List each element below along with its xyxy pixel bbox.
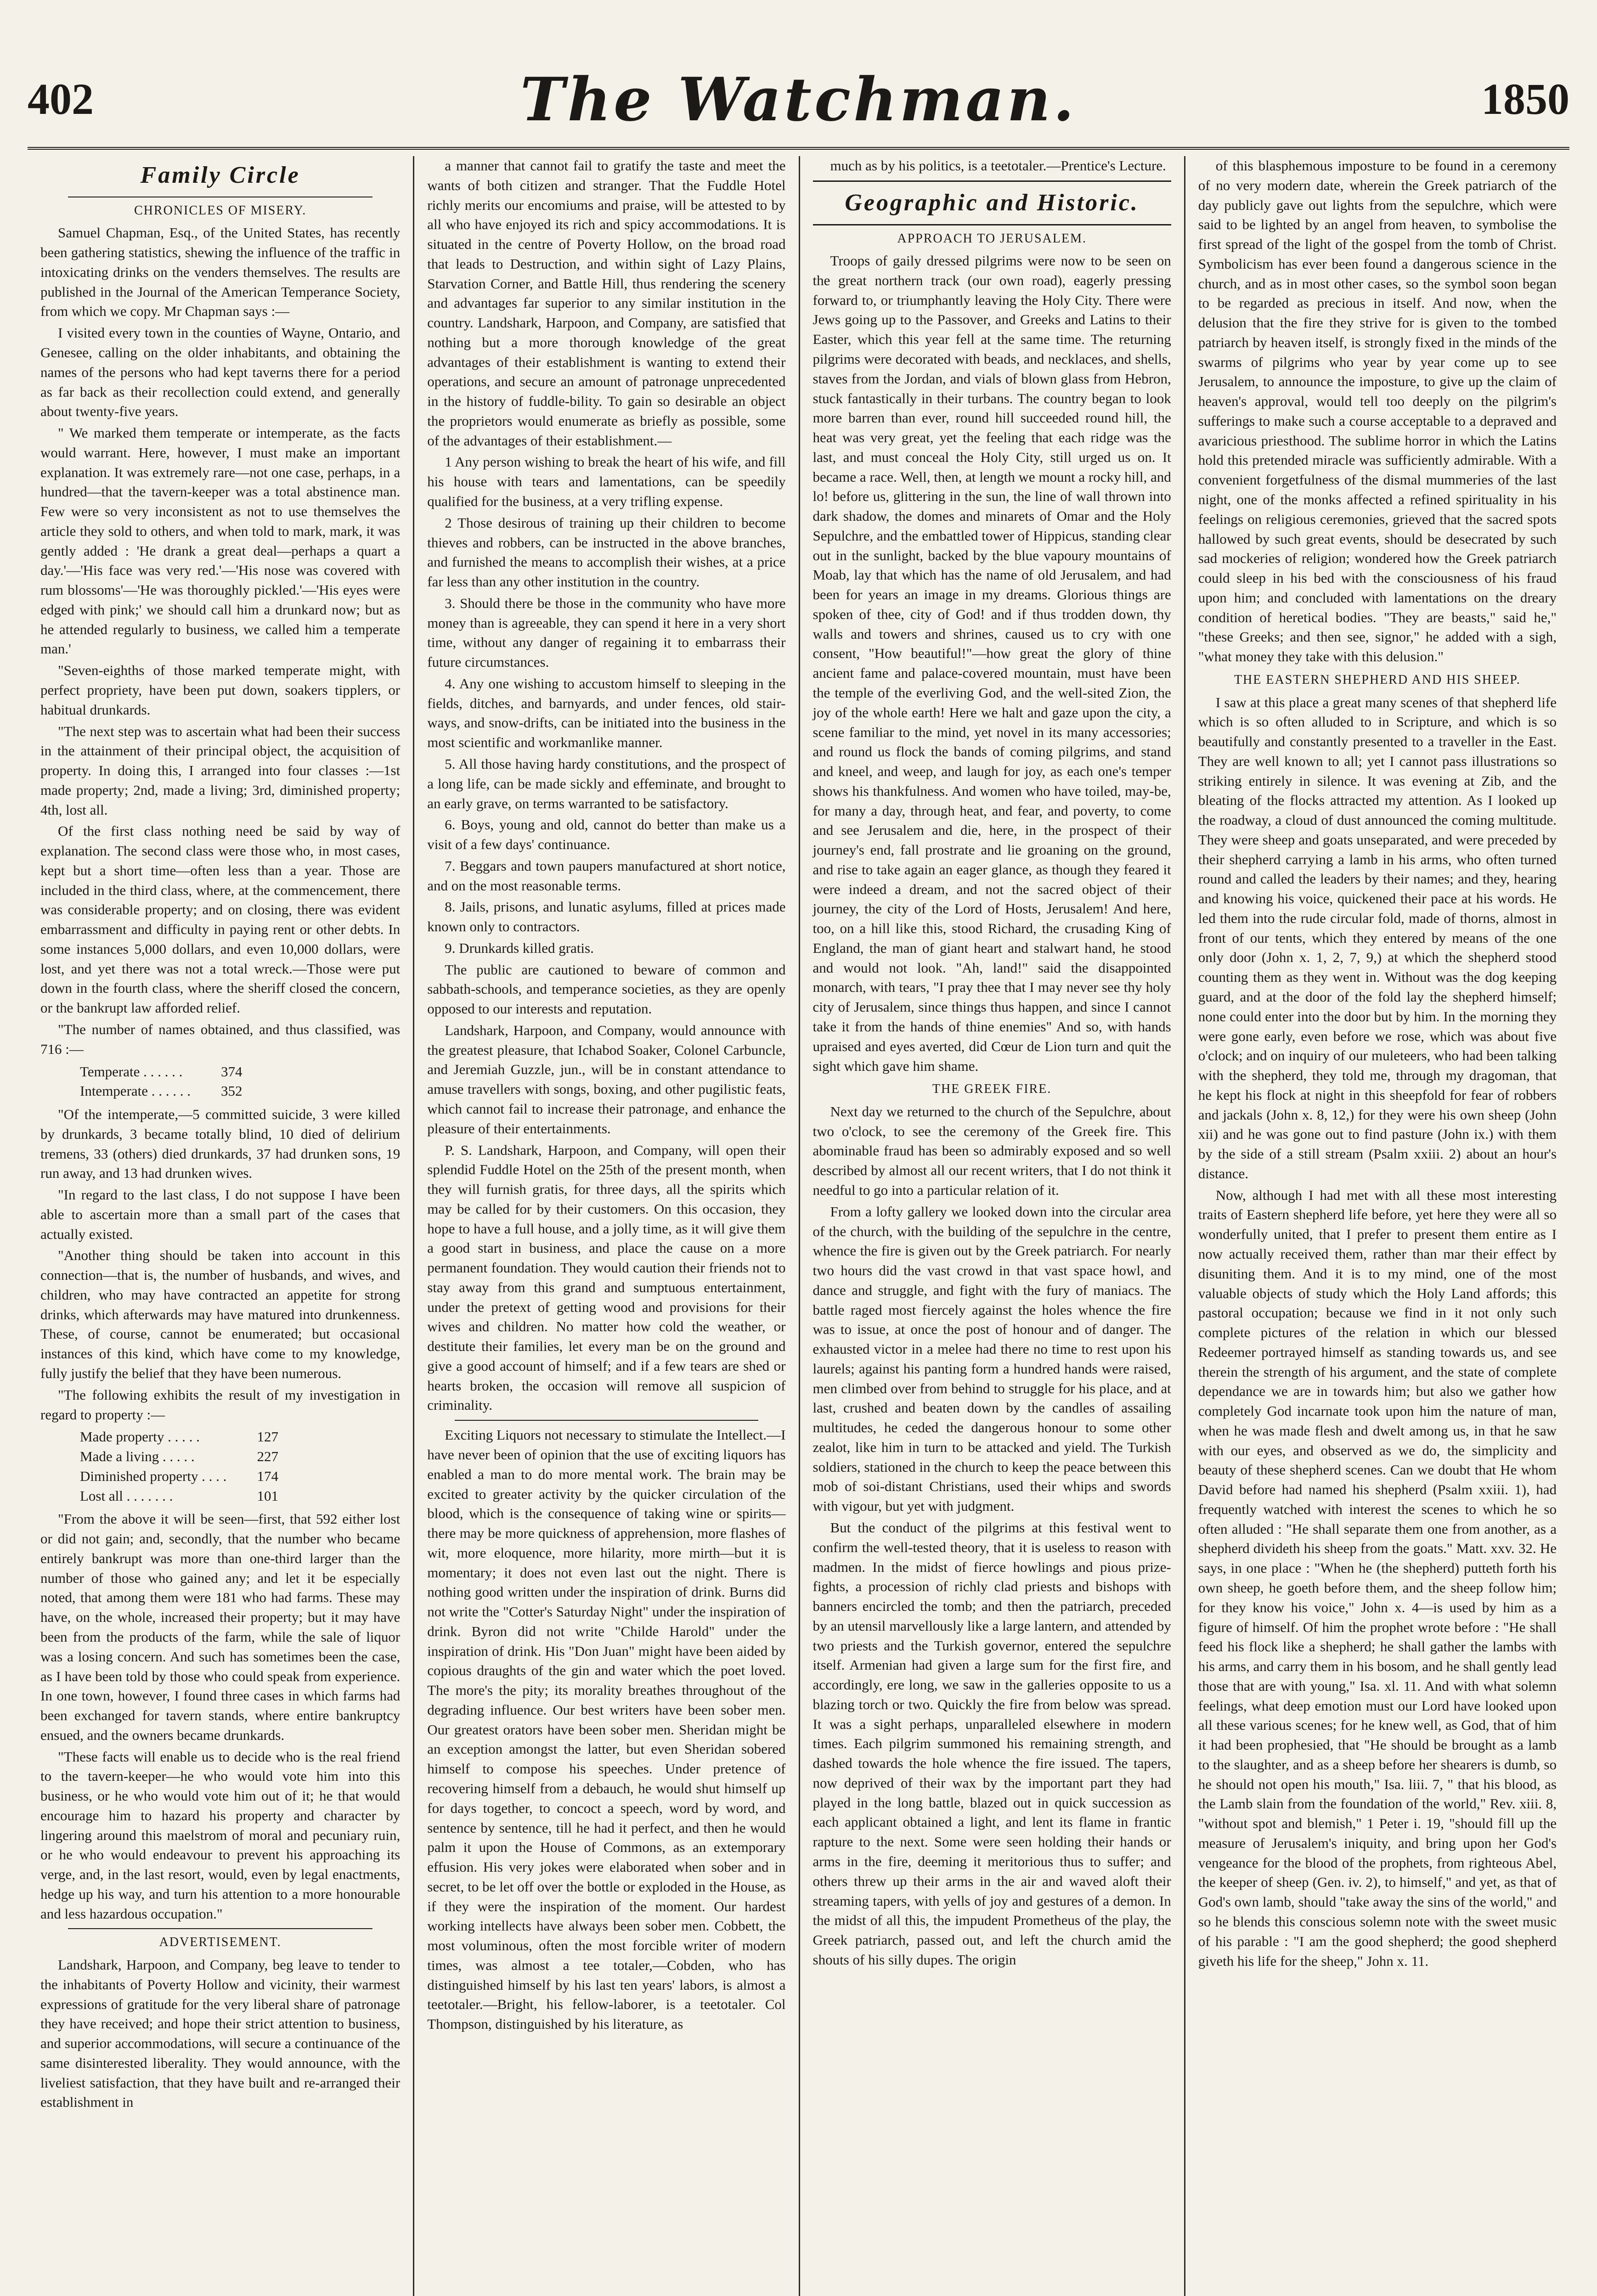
- paragraph: of this blasphemous imposture to be found in a ceremony of no very modern date, wherein the Greek patriarch of the day publicly gave out lights from the sepulchre, which were said to be lighted by an angel from heaven, to symbolise the first spread of the light of the gospel from the tomb of Christ. Symbolicism has ever been found a dangerous science in the church, and as in most other cases, so the symbol soon began to be regarded as precious in itself. And now, when the delusion that the fire they strive for is given to the tombed patriarch by heaven itself, is strongly fixed in the minds of the swarms of pilgrims who year by year come up to see Jerusalem, to announce the imposture, to give up the claim of heaven's approval, would tell too deeply on the pilgrim's sufferings to make such a course acceptable to a depraved and avaricious priesthood. The sublime horror in which the Latins hold this pretended miracle was sufficiently admirable. With a convenient forgetfulness of the dismal mummeries of the last night, one of the monks affected a refined spirituality in his feelings on religious ceremonies, grieved that the sacred spots hallowed by such great events, should be desecrated by such sad mockeries of religion; wondered how the Greek patriarch could sleep in his bed with the consciousness of his fraud upon him; and concluded with lamentations on the dreary condition of heretical bodies. "They are beasts," said he," "these Greeks; and then see, signor," he added with a sigh, "what money they take with this delusion.": [1198, 158, 1557, 665]
- table-cell-label: Made a living . . . . .: [80, 1448, 195, 1465]
- paragraph: "In regard to the last class, I do not suppose I have been able to ascertain more than a small part of the cases that actually existed.: [40, 1187, 401, 1242]
- paragraph: P. S. Landshark, Harpoon, and Company, will open their splendid Fuddle Hotel on the 25th of the present month, when they will furnish gratis, for three days, all the spirits which may be called for by their customers. On this occasion, they hope to have a full house, and a jolly time, as it will give them a good start in business, and place the cause on a more permanent foundation. They would caution their friends not to stay away from this grand and sumptuous entertainment, under the pretext of getting wood and provisions for their wives and children. No matter how cold the weather, or destitute their families, let every man be on the ground and give a good account of himself; and if a few tears are shed or hearts broken, the occasion will remove all suspicion of criminality.: [427, 1142, 786, 1413]
- paragraph: From a lofty gallery we looked down into the circular area of the church, with the building of the sepulchre in the centre, whence the fire is given out by the Greek patriarch. For nearly two hours did the vast crowd in that vast space howl, and dance and struggle, and fight with the fury of maniacs. The battle raged most fiercely against the holes whence the fire was to issue, at once the post of honour and of danger. The exhausted victor in a melee had there no time to rest upon his laurels; against his panting form a hundred hands were raised, men climbed over from behind to struggle for his place, and at last, crushed and beaten down by the candles of assailing multitudes, he ceded the dangerous honour to some other zealot, like him in turn to be attacked and yield. The Turkish soldiers, stationed in the church to keep the peace between this mob of soi-distant Christians, used their whips and swords with vigour, but yet with judgment.: [813, 1203, 1171, 1514]
- paragraph: 7. Beggars and town paupers manufactured at short notice, and on the most reasonable terms.: [427, 857, 786, 894]
- paragraph: "From the above it will be seen—first, that 592 either lost or did not gain; and, secondly, that the number who became entirely bankrupt was more than one-third larger than the number of those who gained any; and let it be especially noted, that among them were 181 who had farms. These may have, on the whole, increased their property; but it may have been from the products of the farm, while the sale of liquor was a losing concern. And such has sometimes been the case, as I have been told by those who could speak from experience. In one town, however, I found three cases in which farms had been exchanged for tavern stands, where entire bankruptcy ensued, and the owners became drunkards.: [40, 1511, 401, 1743]
- paragraph: much as by his politics, is a teetotaler.—Prentice's Lecture.: [830, 158, 1166, 174]
- column-4: [1184, 156, 1569, 2296]
- paragraph: Of the first class nothing need be said by way of explanation. The second class were those who, in most cases, kept but a short time—often less than a year. Those are included in the third class, where, at the commencement, there was considerable property; and on closing, there was evident embarrassment and difficulty in paying rent or other debts. In some instances 5,000 dollars, and even 10,000 dollars, were lost, and yet there was not a total wreck.—Those were put down in the fourth class, where the sheriff closed the concern, or the bankrupt law afforded relief.: [40, 823, 401, 1016]
- paragraph: a manner that cannot fail to gratify the taste and meet the wants of both citizen and stranger. That the Fuddle Hotel richly merits our encomiums and praise, will be attested to by all who have enjoyed its rich and spicy accommodations. It is situated in the centre of Poverty Hollow, on the broad road that leads to Destruction, and within sight of Lazy Plains, Starvation Corner, and Battle Hill, thus rendering the scenery and advantages far superior to any similar institution in the country. Landshark, Harpoon, and Company, are satisfied that nothing but a more thorough knowledge of the great advantages of their establishment is wanting to extend their operations, and secure an amount of patronage unprecedented in the history of fuddle-bility. To gain so desirable an object the proprietors would enumerate as briefly as possible, some of the advantages of their establishment.—: [427, 158, 786, 449]
- paragraph: I saw at this place a great many scenes of that shepherd life which is so often alluded to in Scripture, and which is so beautifully and constantly presented to a traveller in the East. They are well known to all; yet I cannot pass illustrations so striking entirely in silence. It was evening at Zib, and the bleating of the flocks attracted my attention. As I looked up the roadway, a cloud of dust announced the coming multitude. They were sheep and goats unseparated, and were preceded by their shepherd carrying a lamb in his arms, who often turned round and called the leaders by their names; and they, hearing and knowing his voice, quickened their pace at his words. He led them into the rude circular fold, made of thorns, almost in front of our tents, which they entered by means of the one only door (John x. 1, 2, 7, 9,) at which the shepherd stood counting them as they went in. Without was the dog keeping guard, and at the door of the fold lay the shepherd himself; none could enter into the door but by him. In the morning they were gone early, even before we rose, which was about five o'clock; and on inquiry of our muleteers, who had been talking with the shepherd, they told me, through my dragoman, that he kept his flock at night in this sheepfold for fear of robbers and jackals (John x. 8, 12,) for they were his own sheep (John xii) and he was gone out to find pasture (John ix.) with them by the side of a still stream (Psalm xxiii. 2) about an hour's distance.: [1198, 694, 1557, 1182]
- table-cell-value: 174: [257, 1468, 278, 1484]
- newspaper-title: The Watchman.: [520, 64, 1077, 135]
- column-3: [799, 156, 1184, 2296]
- paragraph: 4. Any one wishing to accustom himself to sleeping in the fields, ditches, and barnyards, and under fences, old stair-ways, and snow-drifts, can be initiated into the business in the most scientific and workmanlike manner.: [427, 675, 786, 751]
- paragraph: I visited every town in the counties of Wayne, Ontario, and Genesee, calling on the older inhabitants, and obtaining the names of the persons who had kept taverns there for a period as far back as their recollection could extend, and generally about twenty-five years.: [40, 325, 401, 420]
- table-row: [77, 1486, 281, 1506]
- section-title-family-circle: Family Circle: [140, 162, 300, 188]
- table-cell-label: Made property . . . . .: [80, 1429, 200, 1445]
- divider: [455, 1420, 758, 1421]
- paragraph: "Seven-eighths of those marked temperate might, with perfect propriety, have been put down, soakers tipplers, or habitual drunkards.: [40, 662, 401, 718]
- paragraph: Landshark, Harpoon, and Company, beg leave to tender to the inhabitants of Poverty Hollow and vicinity, their warmest expressions of gratitude for the very liberal share of patronage they have received; and hope their strict attention to business, and superior accommodations, will secure a continuance of the same disinterested liberality. They would announce, with the liveliest satisfaction, that they have built and re-arranged their establishment in: [40, 1957, 401, 2110]
- paragraph: Samuel Chapman, Esq., of the United States, has recently been gathering statistics, shewing the influence of the traffic in intoxicating drinks on the venders themselves. The results are published in the Journal of the American Temperance Society, from which we copy. Mr Chapman says :—: [40, 225, 401, 320]
- table-row: [77, 1467, 281, 1486]
- table-cell-label: Temperate . . . . . .: [80, 1063, 183, 1080]
- paragraph: 1 Any person wishing to break the heart of his wife, and fill his house with tears and lamentations, can be speedily qualified for the business, at a very trifling expense.: [427, 454, 786, 510]
- paragraph: 5. All those having hardy constitutions, and the prospect of a long life, can be made sickly and effeminate, and brought to an early grave, on terms warranted to be satisfactory.: [427, 755, 786, 811]
- paragraph: "The number of names obtained, and thus classified, was 716 :—: [40, 1021, 401, 1057]
- paragraph: The public are cautioned to beware of common and sabbath-schools, and temperance societies, as they are openly opposed to our interests and reputation.: [427, 961, 786, 1017]
- table-cell-label: Lost all . . . . . . .: [80, 1487, 173, 1504]
- property-table: [77, 1427, 281, 1506]
- paragraph: Now, although I had met with all these most interesting traits of Eastern shepherd life before, yet here they were all so wonderfully united, that I prefer to present them entire as I now actually received them, rather than mar their effect by disuniting them. And it is to my mind, one of the most valuable objects of study which the Holy Land affords; this pastoral occupation; because we find in it not only such complete pictures of the relation in which our blessed Redeemer portrayed himself as standing towards us, and see therein the strength of his argument, and the state of complete dependance we are in towards him; but also we gather how completely God incarnate took upon him the nature of man, when he was made flesh and dwelt among us, in that he saw with our eyes, and observed as we do, the simplicity and beauty of these shepherd scenes. Can we doubt that He whom David before had named his shepherd (Psalm xxiii. 1), had frequently watched with interest the scenes to which he so often alluded : "He shall separate them one from another, as a shepherd divideth his sheep from the goats." Matt. xxv. 32. He says, in one place : "When he (the shepherd) putteth forth his own sheep, he goeth before them, and the sheep follow him; for they know his voice," John x. 4—is used by him as a figure of himself. Of him the prophet wrote before : "He shall feed his flock like a shepherd; he shall gather the lambs with his arms, and carry them in his bosom, and he shall gently lead those that are with young," Isa. xl. 11. And with what solemn feelings, what deep emotion must our Lord have looked upon all these various scenes; for he knew well, as God, that of him it had been prophesied, that "He should be brought as a lamb to the slaughter, and as a sheep before her shearers is dumb, so he should not open his mouth," Isa. liii. 7, " that his blood, as the Lamb slain from the foundation of the world," Rev. xiii. 8, "without spot and blemish," 1 Peter i. 19, "should fill up the measure of Jerusalem's iniquity, and bring upon her God's vengeance for the blood of the prophets, from righteous Abel, the keeper of sheep (Gen. iv. 2), to himself," and yet, as that of God's own lamb, should "take away the sins of the world," and so he blends this conscious solemn note with the sweet music of his parable : "I am the good shepherd; the good shepherd giveth his life for the sheep," John x. 11.: [1198, 1187, 1557, 1969]
- table-row: [77, 1062, 245, 1082]
- column-1: [28, 156, 413, 2296]
- paragraph: "Of the intemperate,—5 committed suicide, 3 were killed by drunkards, 3 became totally blind, 10 died of delirium tremens, 33 (others) died drunkards, 37 had drunken sons, 19 run away, and 13 had drunken wives.: [40, 1106, 401, 1182]
- paragraph: "These facts will enable us to decide who is the real friend to the tavern-keeper—he who would vote him into this business, or he who would vote him out of it; he that would encourage him to hazard his property and character by lingering around this maelstrom of moral and pecuniary ruin, or he who would endeavour to prevent his approaching its verge, and, in the last resort, would, even by legal enactments, hedge up his way, and turn his attention to a more honourable and less hazardous occupation.": [40, 1748, 401, 1922]
- paragraph: "The next step was to ascertain what had been their success in the attainment of their principal object, the acquisition of property. In doing this, I arranged into four classes :—1st made property; 2nd, made a living; 3rd, diminished property; 4th, lost all.: [40, 723, 401, 818]
- paragraph: Landshark, Harpoon, and Company, would announce with the greatest pleasure, that Ichabod Soaker, Colonel Carbuncle, and Jeremiah Guzzle, jun., will be in constant attendance to amuse travellers with songs, boxing, and other pugilistic feats, which cannot fail to increase their patronage, and enhance the pleasure of their entertainments.: [427, 1022, 786, 1137]
- table-cell-value: 352: [221, 1083, 243, 1099]
- paragraph: "The following exhibits the result of my investigation in regard to property :—: [40, 1386, 401, 1423]
- table-row: [77, 1447, 281, 1467]
- article-title: CHRONICLES OF MISERY.: [134, 203, 307, 218]
- paragraph: " We marked them temperate or intemperate, as the facts would warrant. Here, however, I must make an important explanation. It was extremely rare—not one case, perhaps, in a hundred—that the tavern-keeper was a total abstinence man. Few were so very inconsistent as not to use themselves the article they sold to others, and when told to mark, mark, it was gently added : 'He drank a great deal—perhaps a quart a day.'—'His face was very red.'—'His nose was covered with rum blossoms'—'He was thoroughly pickled.'—'His eyes were edged with pink;' we should call him a drunkard now; but as he attended regularly to business, we called him a temperate man.': [40, 425, 401, 657]
- table-cell-value: 101: [257, 1487, 278, 1504]
- section-title-geographic: Geographic and Historic.: [813, 180, 1171, 225]
- paragraph: Troops of gaily dressed pilgrims were now to be seen on the great northern track (our own road), eagerly pressing forward to, or triumphantly leaving the Holy City. There were Jews going up to the Passover, and Greeks and Latins to their Easter, which this year fell at the same time. The returning pilgrims were decorated with beads, and necklaces, and shells, staves from the Jordan, and vials of blown glass from Hebron, stuck fantastically in their turbans. The country began to look more barren than ever, round hill succeeded round hill, the heat was very great, yet the feeling that each ridge was the last, and must conceal the Holy City, still urged us on. It became a race. Well, then, at length we mount a rocky hill, and lo! before us, glittering in the sun, the line of wall thrown into dark shadow, the domes and minarets of Omar and the Holy Sepulchre, and the embattled tower of Hippicus, standing clear out in the sunlight, backed by the blue vapoury mountains of Moab, lay that which has the name of old Jerusalem, and had been for years an image in my dreams. Glorious things are spoken of thee, city of God! and if thus trodden down, thy walls and towers and shrines, caused us to cry with one consent, "How beautiful!"—how great the glory of thine ancient fame and palace-covered mountain, must have been the temple of the everliving God, and the well-sited Zion, the joy of the whole earth! Here we halt and gaze upon the city, a scene familiar to the mind, yet novel in its many accessories; and round us flock the bands of coming pilgrims, and stand and kneel, and weep, and laugh for joy, as each one's temper shows his thankfulness. And women who have toiled, may-be, for many a day, through heat, and fear, and poverty, to come and see Jerusalem and die, here, in the prospect of their journey's end, fall prostrate and lie groaning on the ground, and rise to take again an eager glance, as though they feared it were indeed a dream, and not the sacred object of their journey, the city of the Lord of Hosts, Jerusalem! And here, too, on a hill like this, stood Richard, the crusading King of England, the man of giant heart and stalwart hand, he stood and would not look. "Ah, land!" said the disappointed monarch, with tears, "I pray thee that I may never see thy holy city of Jerusalem, since things thus happen, and since I cannot take it from the hands of thine enemies" And so, with hands upraised and eyes averted, did Cœur de Lion turn and quit the sight which gave him shame.: [813, 253, 1171, 1074]
- article-title: ADVERTISEMENT.: [159, 1935, 282, 1950]
- article-title: THE EASTERN SHEPHERD AND HIS SHEEP.: [1234, 672, 1521, 687]
- temperance-table: [77, 1062, 245, 1102]
- table-cell-value: 374: [221, 1063, 243, 1080]
- paragraph: Next day we returned to the church of the Sepulchre, about two o'clock, to see the ceremony of the Greek fire. This abominable fraud has been so admirably exposed and so well described by almost all our recent writers, that I do not think it needful to go into a particular relation of it.: [813, 1103, 1171, 1198]
- paragraph: 3. Should there be those in the community who have more money than is agreeable, they can spend it here in a very short time, without any danger of regaining it to embarrass their future circumstances.: [427, 595, 786, 670]
- column-2: [413, 156, 798, 2296]
- article-columns: [28, 156, 1569, 2296]
- article-title: THE GREEK FIRE.: [932, 1082, 1052, 1097]
- paragraph: Exciting Liquors not necessary to stimulate the Intellect.—I have never been of opinion that the use of exciting liquors has enabled a man to do more mental work. The brain may be excited to greater activity by the quicker circulation of the blood, which is the consequence of taking wine or spirits—there may be more quickness of apprehension, more flashes of wit, more eloquence, more hilarity, more mirth—but it is momentary; it does not even last out the night. There is nothing good written under the inspiration of drink. Burns did not write the "Cotter's Saturday Night" under the inspiration of drink. Byron did not write "Childe Harold" under the inspiration of drink. His "Don Juan" might have been aided by copious draughts of the gin and water which the poet loved. The more's the pity; its morality breathes throughout of the degrading influence. Our best writers have been sober men. Our greatest orators have been sober men. Sheridan might be an exception amongst the latter, but even Sheridan sobered himself to compose his speeches. Under pretence of recovering himself from a debauch, he would shut himself up for days together, to concoct a speech, word by word, and sentence by sentence, till he had it perfect, and then he would palm it upon the House of Commons, as an extemporary effusion. His very jokes were elaborated when sober and in secret, to be let off over the bottle or exploded in the House, as if they were the inspiration of the moment. Our hardest working intellects have always been sober men. Cobbett, the most voluminous, often the most forcible writer of modern times, was almost a tee totaler,—Cobden, who has distinguished himself by his last ten years' labors, is almost a teetotaler.—Bright, his fellow-laborer, is a teetotaler. Col Thompson, distinguished by his literature, as: [427, 1427, 786, 2032]
- page-number: 402: [28, 74, 94, 124]
- masthead: [28, 60, 1569, 150]
- paragraph: But the conduct of the pilgrims at this festival went to confirm the well-tested theory, that it is useless to reason with madmen. In the midst of fierce howlings and pious prize-fights, a procession of richly clad priests and bishops with banners encircled the tomb; and then the patriarch, preceded by an utensil marvellously like a large lantern, and attended by two priests and the Turkish governor, entered the sepulchre itself. Armenian had given a large sum for the first fire, and accordingly, ere long, we saw in the galleries opposite to us a blazing torch or two. Quickly the fire from below was spread. It was a sight perhaps, unparalleled elsewhere in modern times. Each pilgrim summoned his remaining strength, and dashed towards the hole whence the fire issued. The tapers, now deprived of their wax by the important part they had played in the long battle, blazed out in quick succession as each applicant obtained a light, and lent its flame in frantic rapture to the next. Some were seen holding their hands or arms in the fire, deeming it meritorious thus to suffer; and others threw up their arms in the air and waved aloft their streaming tapers, with yells of joy and gestures of a demon. In the midst of all this, the impudent Prometheus of the play, the Greek patriarch, passed out, and left the church amid the shouts of his silly dupes. The origin: [813, 1519, 1171, 1968]
- table-cell-label: Diminished property . . . .: [80, 1468, 227, 1484]
- table-cell-value: 227: [257, 1448, 278, 1465]
- table-cell-label: Intemperate . . . . . .: [80, 1083, 191, 1099]
- table-row: [77, 1427, 281, 1447]
- article-title: APPROACH TO JERUSALEM.: [897, 231, 1087, 246]
- paragraph: "Another thing should be taken into account in this connection—that is, the number of husbands, and wives, and children, who may have contracted an appetite for strong drinks, which afterwards may have matured into drunkenness. These, of course, cannot be enumerated; but occasional instances of this kind, which have come to my knowledge, fully justify the belief that they have been numerous.: [40, 1247, 401, 1382]
- issue-year: 1850: [1481, 74, 1569, 124]
- divider: [68, 1928, 372, 1929]
- table-row: [77, 1081, 245, 1101]
- paragraph: 8. Jails, prisons, and lunatic asylums, filled at prices made known only to contractors.: [427, 899, 786, 935]
- paragraph: 6. Boys, young and old, cannot do better than make us a visit of a few days' continuance.: [427, 816, 786, 853]
- paragraph: 2 Those desirous of training up their children to become thieves and robbers, can be instructed in the above branches, and furnished the means to accomplish their wishes, at a price far less than any other institution in the country.: [427, 514, 786, 590]
- paragraph: 9. Drunkards killed gratis.: [445, 940, 594, 956]
- table-cell-value: 127: [257, 1429, 278, 1445]
